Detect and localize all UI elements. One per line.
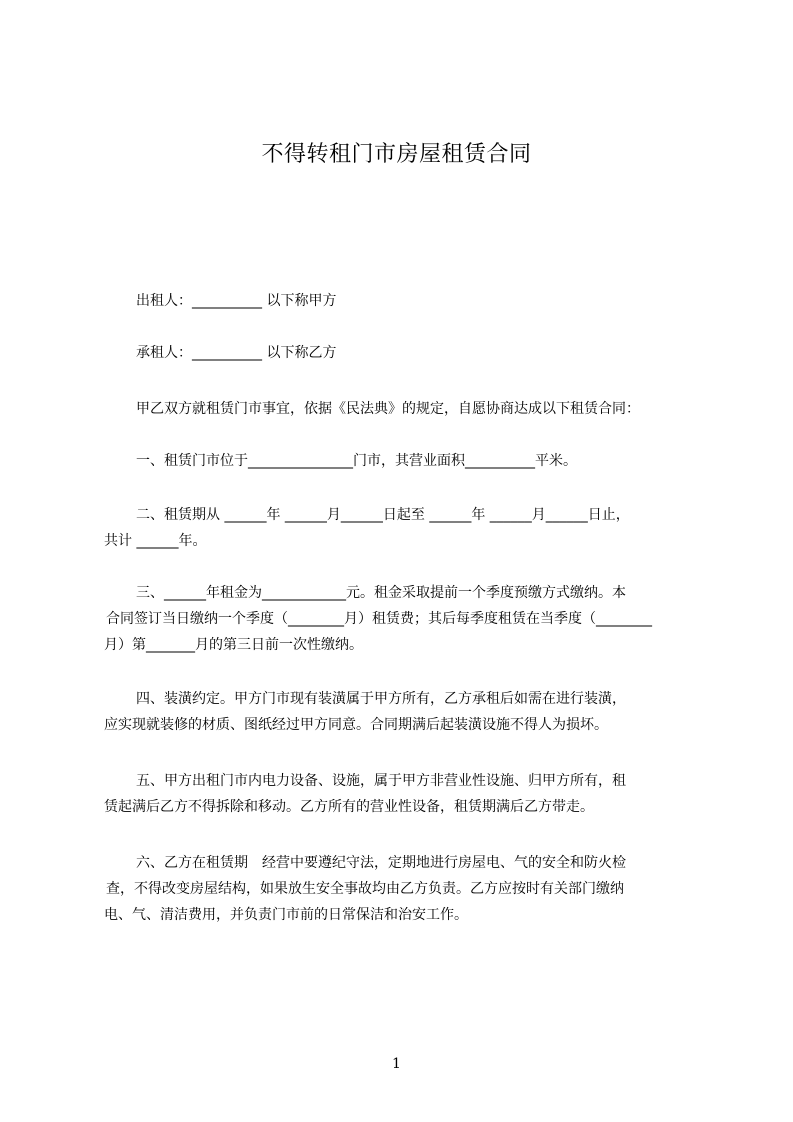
clause-6: [104, 850, 704, 928]
clause-4-line-2: 应实现就装修的材质、图纸经过甲方同意。合同期满后起装潢设施不得人为损坏。: [104, 717, 608, 733]
clause-6-line-1: 六、乙方在租赁期 经营中要遵纪守法，定期地进行房屋电、气的安全和防火检: [136, 855, 626, 871]
page-number: 1: [392, 1056, 401, 1072]
clause-5-line-2: 赁起满后乙方不得拆除和移动。乙方所有的营业性设备，租赁期满后乙方带走。: [104, 799, 594, 815]
intro-paragraph: [104, 396, 704, 422]
clause-3-line-2: 合同签订当日缴纳一个季度（________月）租赁费；其后每季度租赁在当季度（________: [106, 611, 652, 627]
clause-5: [104, 768, 704, 820]
intro-text: 甲乙双方就租赁门市事宜，依据《民法典》的规定，自愿协商达成以下租赁合同：: [136, 401, 640, 417]
document-title: 不得转租门市房屋租赁合同: [261, 142, 532, 167]
clause-2-line-1: 二、租赁期从 ______年 ______月______日起至 ______年 ______月______日止，: [136, 507, 630, 523]
clause-3: [104, 580, 704, 658]
clause-2: [104, 502, 704, 554]
lessee-text: 承租人：__________ 以下称乙方: [136, 345, 337, 361]
clause-6-line-2: 查，不得改变房屋结构，如果放生安全事故均由乙方负责。乙方应按时有关部门缴纳: [106, 881, 624, 897]
clause-6-line-3: 电、气、清洁费用，并负责门市前的日常保洁和治安工作。: [104, 907, 468, 923]
clause-1: [104, 448, 704, 474]
clause-5-line-1: 五、甲方出租门市内电力设备、设施，属于甲方非营业性设施、归甲方所有，租: [136, 773, 626, 789]
clause-4: [104, 686, 704, 738]
clause-4-line-1: 四、装潢约定。甲方门市现有装潢属于甲方所有，乙方承租后如需在进行装潢，: [136, 691, 626, 707]
lessor-line: [104, 288, 704, 314]
lessor-text: 出租人：__________ 以下称甲方: [136, 293, 337, 309]
clause-2-line-2: 共计 ______年。: [104, 533, 207, 549]
clause-3-line-3: 月）第_______月的第三日前一次性缴纳。: [104, 637, 363, 653]
lessee-line: [104, 340, 704, 366]
clause-1-line-1: 一、租赁门市位于_______________门市，其营业面积__________平米。: [136, 453, 577, 469]
clause-3-line-1: 三、______年租金为____________元。租金采取提前一个季度预缴方式缴纳。本: [136, 585, 626, 601]
